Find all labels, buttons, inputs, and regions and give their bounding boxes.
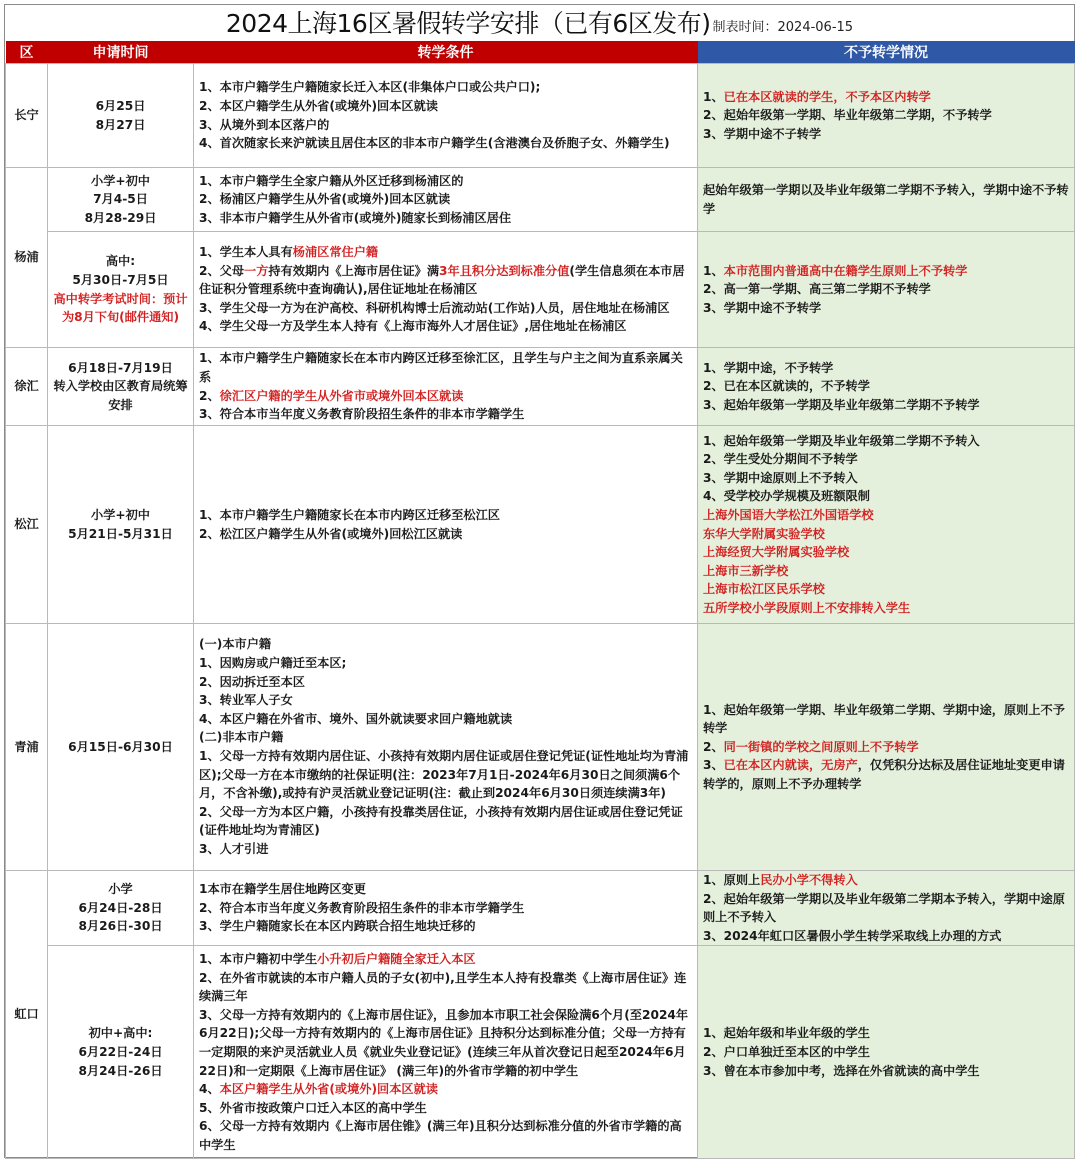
condition-item: 3、从境外到本区落户的 xyxy=(199,117,330,132)
apply-time-line: 6月15日-6月30日 xyxy=(68,739,173,754)
not-allowed-item: 2、已在本区就读的，不予转学 xyxy=(703,379,870,394)
apply-time-cell xyxy=(48,168,194,232)
district-cell: 长宁 xyxy=(6,64,48,168)
district-cell: 杨浦 xyxy=(6,168,48,348)
item-prefix: 1、原则上 xyxy=(703,873,761,887)
conditions-cell xyxy=(194,946,698,1159)
condition-text: 1、学生本人具有 xyxy=(199,245,293,260)
condition-item: 4、学生父母一方及学生本人持有《上海市海外人才居住证》,居住地址在杨浦区 xyxy=(199,319,627,334)
condition-item: 3、非本市户籍学生从外省市(或境外)随家长到杨浦区居住 xyxy=(199,210,512,225)
apply-time-line: 8月28-29日 xyxy=(84,210,157,225)
header-apply-time: 申请时间 xyxy=(48,41,194,64)
apply-time-line: 初中+高中: xyxy=(88,1026,153,1041)
not-allowed-item xyxy=(703,262,1069,281)
excluded-school: 东华大学附属实验学校 xyxy=(703,526,825,541)
not-allowed-item: 起始年级第一学期以及毕业年级第二学期不予转入，学期中途不予转学 xyxy=(703,182,1069,216)
not-allowed-item xyxy=(703,756,1069,793)
condition-item xyxy=(199,1080,692,1099)
district-cell: 松江 xyxy=(6,426,48,624)
not-allowed-cell xyxy=(698,232,1075,348)
not-allowed-item: 4、受学校办学规模及班额限制 xyxy=(703,489,870,504)
table-row-hongkou-primary xyxy=(6,871,1075,946)
not-allowed-item: 2、户口单独迁至本区的中学生 xyxy=(703,1045,870,1060)
table-date: 制表时间：2024-06-15 xyxy=(712,20,854,35)
highlight-text: 民办小学不得转入 xyxy=(760,873,858,887)
transfer-table xyxy=(5,41,1075,1159)
condition-item: 2、符合本市当年度义务教育阶段招生条件的非本市学籍学生 xyxy=(199,900,525,915)
apply-time-note: 转入学校由区教育局统筹安排 xyxy=(53,379,188,412)
item-prefix: 2、 xyxy=(199,388,220,403)
condition-item: 2、父母一方为本区户籍，小孩持有投靠类居住证，小孩持有效期内居住证或居住登记凭证(证件地址均为青浦区) xyxy=(199,804,683,838)
conditions-cell xyxy=(194,871,698,946)
apply-time-line: 高中: xyxy=(105,254,136,269)
apply-time-line: 6月22日-24日 xyxy=(78,1045,163,1060)
apply-time-cell xyxy=(48,946,194,1159)
highlight-text: 徐汇区户籍的学生从外省市或境外回本区就读 xyxy=(219,388,464,403)
not-allowed-cell xyxy=(698,348,1075,426)
district-cell: 虹口 xyxy=(6,871,48,1159)
condition-text: (学生信息须在本市居住证积分管理系统中查询确认),居住证地址在杨浦区 xyxy=(199,263,685,297)
table-row-songjiang xyxy=(6,426,1075,624)
not-allowed-item: 2、高一第一学期、高三第二学期不予转学 xyxy=(703,282,931,297)
excluded-school-note: 五所学校小学段原则上不安排转入学生 xyxy=(703,600,911,615)
condition-item: 1、父母一方持有效期内居住证、小孩持有效期内居住证或居住登记凭证(证性地址均为青浦区);父母一方在本市缴纳的社保证明(注：2023年7月1日-2024年6月30日之间须满6个月，不含补缴),或持有沪灵活就业登记证明(注：截止到2024年6月30日须连续满3年) xyxy=(199,749,689,801)
not-allowed-item: 2、起始年级第一学期、毕业年级第二学期，不予转学 xyxy=(703,108,992,123)
title-bar xyxy=(5,5,1074,41)
not-allowed-cell xyxy=(698,624,1075,871)
condition-text: 1、本市户籍初中学生 xyxy=(199,952,318,967)
header-district: 区 xyxy=(6,41,48,64)
condition-item xyxy=(199,387,692,406)
condition-group-heading: (二)非本市户籍 xyxy=(199,730,284,745)
not-allowed-cell xyxy=(698,426,1075,624)
condition-item: 4、首次随家长来沪就读且居住本区的非本市户籍学生(含港澳台及侨胞子女、外籍学生) xyxy=(199,136,670,151)
highlight-text: 一方 xyxy=(244,263,269,278)
highlight-text: 本市范围内普通高中在籍学生原则上不予转学 xyxy=(723,263,968,278)
table-row-xuhui xyxy=(6,348,1075,426)
conditions-cell xyxy=(194,168,698,232)
condition-item: 1、本市户籍学生户籍随家长在本市内跨区迁移至徐汇区，且学生与户主之间为直系亲属关系 xyxy=(199,351,683,384)
conditions-cell xyxy=(194,348,698,426)
condition-item: 2、本区户籍学生从外省(或境外)回本区就读 xyxy=(199,98,438,113)
apply-time-line: 8月26日-30日 xyxy=(78,919,163,934)
apply-time-line: 小学+初中 xyxy=(91,507,150,522)
item-prefix: 1、 xyxy=(703,263,724,278)
condition-item: 1、本市户籍学生户籍随家长迁入本区(非集体户口或公共户口); xyxy=(199,80,541,95)
conditions-cell xyxy=(194,426,698,624)
excluded-school: 上海外国语大学松江外国语学校 xyxy=(703,507,874,522)
condition-item: 1、本市户籍学生全家户籍从外区迁移到杨浦区的 xyxy=(199,173,464,188)
item-prefix: 2、 xyxy=(703,739,724,754)
conditions-cell xyxy=(194,232,698,348)
not-allowed-item: 3、学期中途不予转学 xyxy=(703,300,822,315)
condition-item xyxy=(199,243,692,262)
not-allowed-item: 3、曾在本市参加中考，选择在外省就读的高中学生 xyxy=(703,1063,980,1078)
condition-text: 持有效期内《上海市居住证》满 xyxy=(268,263,440,278)
highlight-text: 小升初后户籍随全家迁入本区 xyxy=(317,952,476,967)
table-row-yangpu-primary xyxy=(6,168,1075,232)
apply-time-cell xyxy=(48,624,194,871)
condition-item: 4、本区户籍在外省市、境外、国外就读要求回户籍地就读 xyxy=(199,711,513,726)
excluded-school: 上海市三新学校 xyxy=(703,563,789,578)
exam-time-note: 高中转学考试时间：预计为8月下旬(邮件通知) xyxy=(53,291,188,325)
apply-time-cell xyxy=(48,64,194,168)
item-prefix: 4、 xyxy=(199,1082,220,1097)
condition-item: 3、人才引进 xyxy=(199,841,269,856)
district-cell: 青浦 xyxy=(6,624,48,871)
not-allowed-item: 3、学期中途不子转学 xyxy=(703,126,822,141)
not-allowed-item: 2、起始年级第一学期以及毕业年级第二学期本予转入，学期中途原则上不予转入 xyxy=(703,891,1065,925)
condition-item xyxy=(199,262,692,299)
not-allowed-item: 3、2024年虹口区暑假小学生转学采取线上办理的方式 xyxy=(703,928,1002,943)
apply-time-line: 6月18日-7月19日 xyxy=(68,360,173,375)
highlight-text: 3年且积分达到标准分值 xyxy=(439,263,570,278)
not-allowed-item: 2、学生受处分期间不予转学 xyxy=(703,452,858,467)
not-allowed-cell xyxy=(698,64,1075,168)
not-allowed-item: 1、起始年级第一学期及毕业年级第二学期不予转入 xyxy=(703,433,980,448)
condition-item: 1本市在籍学生居住地跨区变更 xyxy=(199,882,366,897)
apply-time-line: 8月24日-26日 xyxy=(78,1063,163,1078)
table-row-yangpu-high xyxy=(6,232,1075,348)
apply-time-line: 5月21日-5月31日 xyxy=(68,526,173,541)
condition-item: 2、在外省市就读的本市户籍人员的子女(初中),且学生本人持有投靠类《上海市居住证》连续满三年 xyxy=(199,970,687,1004)
condition-item: 3、学生父母一方为在沪高校、科研机构博士后流动站(工作站)人员，居住地址在杨浦区 xyxy=(199,300,670,315)
item-prefix: 3、 xyxy=(703,758,724,773)
condition-item: 2、因动拆迁至本区 xyxy=(199,674,305,689)
condition-item: 5、外省市按政策户口迁入本区的高中学生 xyxy=(199,1100,427,1115)
condition-item: 6、父母一方持有效期内《上海市居住锥》(满三年)且积分达到标准分值的外省市学籍的高中学生 xyxy=(199,1119,682,1153)
apply-time-line: 6月25日 xyxy=(95,98,146,113)
not-allowed-item: 1、学期中途，不予转学 xyxy=(703,360,834,375)
conditions-cell xyxy=(194,64,698,168)
condition-item: 3、符合本市当年度义务教育阶段招生条件的非本市学籍学生 xyxy=(199,407,525,422)
page-title: 2024上海16区暑假转学安排（已有6区发布) xyxy=(225,9,711,38)
item-prefix: 1、 xyxy=(703,89,724,104)
not-allowed-item: 1、起始年级和毕业年级的学生 xyxy=(703,1026,870,1041)
condition-item: 2、松江区户籍学生从外省(或境外)回松江区就读 xyxy=(199,526,463,541)
apply-time-line: 6月24日-28日 xyxy=(78,900,163,915)
condition-item: 1、本市户籍学生户籍随家长在本市内跨区迁移至松江区 xyxy=(199,507,500,522)
not-allowed-item: 3、学期中途原则上不予转入 xyxy=(703,470,858,485)
highlight-text: 已在本区内就读，无房产 xyxy=(723,758,858,773)
apply-time-line: 5月30日-7月5日 xyxy=(72,272,169,287)
header-row xyxy=(6,41,1075,64)
not-allowed-cell xyxy=(698,946,1075,1159)
table-row-qingpu xyxy=(6,624,1075,871)
apply-time-line: 8月27日 xyxy=(95,117,146,132)
not-allowed-item: 3、起始年级第一学期及毕业年级第二学期不予转学 xyxy=(703,397,980,412)
not-allowed-cell xyxy=(698,168,1075,232)
not-allowed-item xyxy=(703,738,1069,757)
excluded-school: 上海经贸大学附属实验学校 xyxy=(703,545,850,560)
apply-time-cell xyxy=(48,348,194,426)
not-allowed-cell xyxy=(698,871,1075,946)
excluded-school: 上海市松江区民乐学校 xyxy=(703,582,825,597)
conditions-cell xyxy=(194,624,698,871)
condition-item xyxy=(199,950,692,969)
table-row-hongkou-secondary xyxy=(6,946,1075,1159)
highlight-text: 杨浦区常住户籍 xyxy=(292,245,379,260)
condition-group-heading: (一)本市户籍 xyxy=(199,637,272,652)
header-conditions: 转学条件 xyxy=(194,41,698,64)
highlight-text: 已在本区就读的学生，不予本区内转学 xyxy=(723,89,931,104)
not-allowed-item xyxy=(703,871,1069,890)
condition-item: 2、杨浦区户籍学生从外省(或境外)回本区就读 xyxy=(199,192,451,207)
apply-time-cell xyxy=(48,871,194,946)
not-allowed-item xyxy=(703,88,1069,107)
district-cell: 徐汇 xyxy=(6,348,48,426)
transfer-schedule-sheet xyxy=(4,4,1075,1158)
highlight-text: 本区户籍学生从外省(或境外)回本区就读 xyxy=(219,1082,438,1097)
apply-time-line: 小学+初中 xyxy=(91,173,150,188)
table-row-changning xyxy=(6,64,1075,168)
apply-time-cell xyxy=(48,426,194,624)
header-not-allowed: 不予转学情况 xyxy=(698,41,1075,64)
condition-item: 1、因购房或户籍迁至本区; xyxy=(199,656,347,671)
apply-time-line: 小学 xyxy=(108,882,133,897)
condition-text: 2、父母 xyxy=(199,263,245,278)
highlight-text: 同一街镇的学校之间原则上不予转学 xyxy=(723,739,919,754)
item-text: ，仅凭积分达标及居住证地址变更申请转学的，原则上不予办理转学 xyxy=(703,758,1065,791)
not-allowed-item: 1、起始年级第一学期、毕业年级第二学期、学期中途，原则上不予转学 xyxy=(703,702,1065,736)
apply-time-line: 7月4-5日 xyxy=(93,192,148,207)
apply-time-cell xyxy=(48,232,194,348)
condition-item: 3、父母一方持有效期内的《上海市居住证》，且参加本市职工社会保险满6个月(至2024年6月22日);父母一方持有效期内的《上海市居住证》且持积分达到标准分值；父母一方持有一定期限的来沪灵活就业人员《就业失业登记证》(连续三年从首次登记日起至2024年6月22日)和一定期限《上海市居住证》 (满三年)的外省市学籍的初中学生 xyxy=(199,1007,689,1078)
condition-item: 3、学生户籍随家长在本区内跨联合招生地块迁移的 xyxy=(199,919,476,934)
condition-item: 3、转业军人子女 xyxy=(199,693,293,708)
